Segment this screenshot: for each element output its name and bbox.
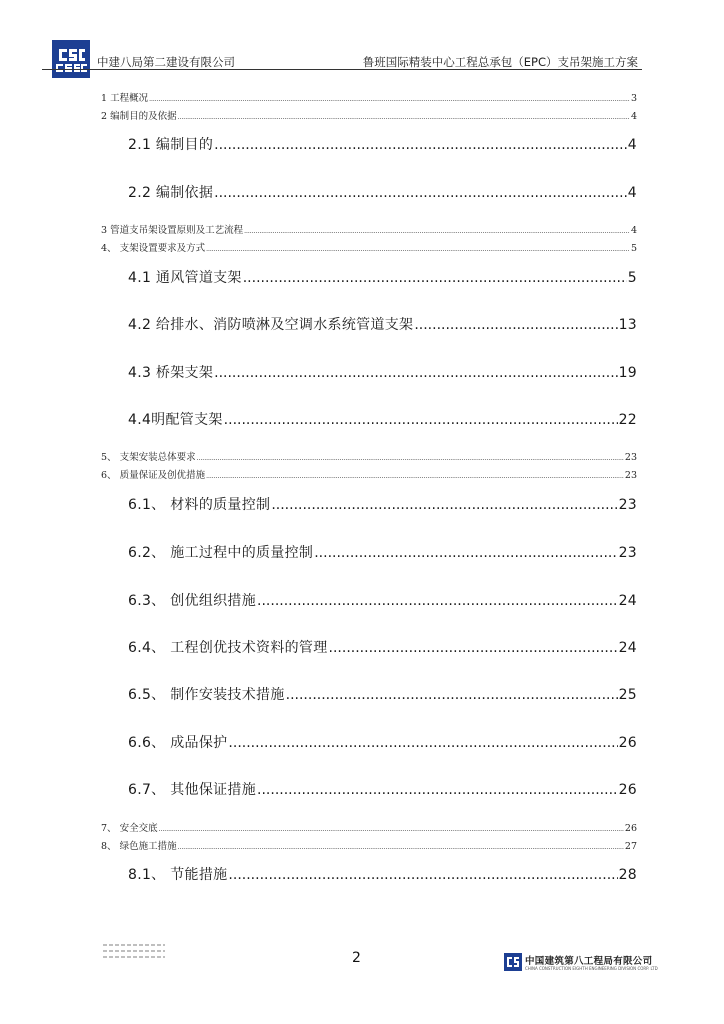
toc-entry-label: 6、 质量保证及创优措施 (101, 470, 206, 481)
company-name: 中建八局第二建设有限公司 (97, 55, 235, 69)
toc-entry[interactable] (101, 222, 637, 236)
toc-entry-page: 5 (627, 270, 637, 286)
toc-entry-page: 23 (618, 497, 637, 513)
toc-entry[interactable] (128, 684, 637, 704)
toc-entry-label: 6.2、 施工过程中的质量控制 (128, 545, 314, 561)
toc-entry-page: 25 (618, 687, 637, 703)
toc-entry[interactable] (128, 494, 637, 514)
toc-entry[interactable] (128, 732, 637, 752)
toc-entry-page: 4 (627, 137, 637, 153)
toc-entry-label: 8、 绿色施工措施 (101, 841, 177, 852)
toc-entry[interactable] (128, 637, 637, 657)
toc-entry[interactable] (128, 409, 637, 429)
toc-entry-page: 4 (627, 185, 637, 201)
toc-entry-label: 3 管道支吊架设置原则及工艺流程 (101, 225, 244, 236)
cscec-footer-logo-icon (504, 953, 522, 971)
toc-entry-label: 4.4明配管支架 (128, 412, 223, 428)
toc-entry-label: 6.6、 成品保护 (128, 735, 228, 751)
toc-entry[interactable] (128, 314, 637, 334)
document-title: 鲁班国际精装中心工程总承包（EPC）支吊架施工方案 (362, 55, 638, 69)
page-number: 2 (352, 950, 361, 966)
toc-entry-page: 13 (618, 317, 637, 333)
toc-entry-page: 3 (630, 93, 637, 104)
toc-entry[interactable] (101, 240, 637, 254)
footer-company-name: 中国建筑第八工程局有限公司 (525, 956, 653, 967)
toc-entry[interactable] (128, 542, 637, 562)
toc-entry[interactable] (128, 590, 637, 610)
toc-entry-label: 7、 安全交底 (101, 823, 158, 834)
toc-entry-page: 24 (618, 593, 637, 609)
toc-entry-label: 4.2 给排水、消防喷淋及空调水系统管道支架 (128, 317, 414, 333)
toc-entry-page: 24 (618, 640, 637, 656)
toc-entry[interactable] (128, 779, 637, 799)
footer-company-english: CHINA CONSTRUCTION EIGHTH ENGINEERING DIVISION CORP. LTD (525, 966, 658, 971)
toc-entry-page: 26 (618, 782, 637, 798)
toc-entry-label: 2 编制目的及依据 (101, 111, 177, 122)
toc-entry[interactable] (101, 838, 637, 852)
toc-entry-page: 28 (618, 867, 637, 883)
toc-entry-label: 8.1、 节能措施 (128, 867, 228, 883)
toc-entry[interactable] (101, 467, 637, 481)
toc-entry-page: 23 (618, 545, 637, 561)
toc-entry[interactable] (128, 134, 637, 154)
toc-entry-page: 27 (624, 841, 637, 852)
toc-entry-page: 4 (630, 111, 637, 122)
page-header (52, 40, 642, 78)
toc-entry-label: 6.7、 其他保证措施 (128, 782, 257, 798)
toc-entry-label: 2.2 编制依据 (128, 185, 214, 201)
footer-watermark-bars (103, 944, 165, 966)
toc-entry-page: 26 (618, 735, 637, 751)
toc-entry-page: 5 (630, 243, 637, 254)
toc-entry[interactable] (101, 449, 637, 463)
header-divider (42, 69, 642, 70)
toc-entry[interactable] (101, 108, 637, 122)
toc-entry-page: 23 (624, 470, 637, 481)
toc-entry[interactable] (128, 182, 637, 202)
toc-entry-page: 23 (624, 452, 637, 463)
toc-entry-label: 6.3、 创优组织措施 (128, 593, 257, 609)
toc-entry-label: 5、 支架安装总体要求 (101, 452, 196, 463)
cscec-logo-icon (52, 40, 90, 78)
toc-entry-page: 4 (630, 225, 637, 236)
toc-entry-page: 22 (618, 412, 637, 428)
toc-entry-label: 6.5、 制作安装技术措施 (128, 687, 285, 703)
toc-entry-label: 6.1、 材料的质量控制 (128, 497, 271, 513)
toc-entry-label: 6.4、 工程创优技术资料的管理 (128, 640, 328, 656)
toc-entry[interactable] (128, 864, 637, 884)
toc-entry-page: 26 (624, 823, 637, 834)
toc-entry-label: 4.3 桥架支架 (128, 365, 214, 381)
toc-entry-label: 4.1 通风管道支架 (128, 270, 242, 286)
toc-entry[interactable] (128, 267, 637, 287)
toc-entry[interactable] (128, 362, 637, 382)
toc-entry-page: 19 (618, 365, 637, 381)
toc-entry[interactable] (101, 90, 637, 104)
toc-entry-label: 1 工程概况 (101, 93, 149, 104)
toc-entry-label: 2.1 编制目的 (128, 137, 214, 153)
toc-entry[interactable] (101, 820, 637, 834)
toc-entry-label: 4、 支架设置要求及方式 (101, 243, 206, 254)
